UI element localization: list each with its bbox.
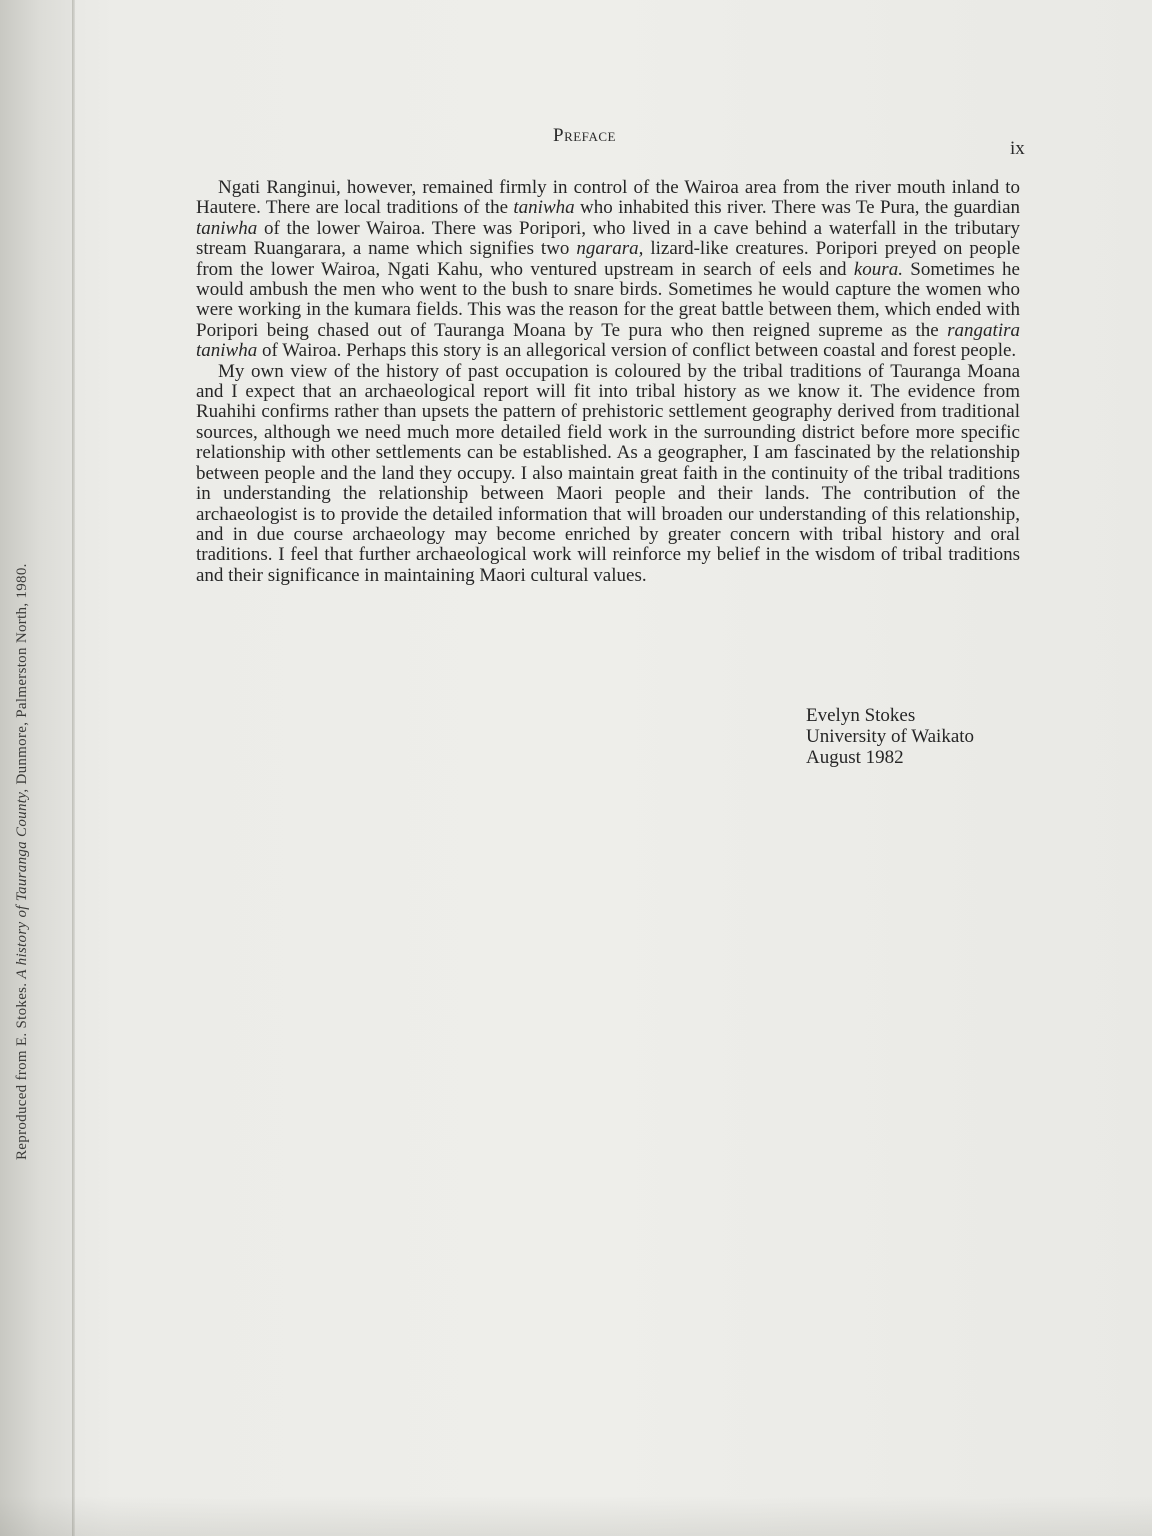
text-segment: of Wairoa. Perhaps this story is an allegorical version of conflict between coastal and forest people. <box>257 340 1017 362</box>
reproduction-note <box>14 563 31 1160</box>
reproduction-note-title: A history of Tauranga County, <box>14 788 30 979</box>
text-segment: Sometimes he would ambush the men who went to the bush to snare birds. Sometimes he would capture the women who were working in the kumara fields. This was the reason for the great battle between them, which ended with Poripori being chased out of Tauranga Moana by Te pura who then reigned supreme as the <box>196 258 1020 341</box>
author-affiliation: University of Waikato <box>806 726 975 747</box>
reproduction-note-suffix: Dunmore, Palmerston North, 1980. <box>14 563 30 789</box>
page-number: ix <box>1010 138 1025 159</box>
signature-date: August 1982 <box>806 747 904 768</box>
page-fold <box>72 0 75 1536</box>
paragraph <box>196 362 1020 586</box>
text-segment: of the lower Wairoa. There was Poripori, who lived in a cave behind a waterfall in the tributary stream Ruangarara, a name which signifies two <box>196 217 1020 260</box>
text-segment: My own view of the history of past occupation is coloured by the tribal traditions of Tauranga Moana and I expect that an archaeological report will fit into tribal history as we know it. The evidence from Ruahihi confirms rather than upsets the pattern of prehistoric settlement geography derived from traditional sources, although we need much more detailed field work in the surrounding district before more specific relationship with other settlements can be established. As a geographer, I am fascinated by the relationship between people and the land they occupy. I also maintain great faith in the continuity of the tribal traditions in understanding the relationship between Maori people and their lands. The contribution of the archaeologist is to provide the detailed information that will broaden our understanding of this relationship, and in due course archaeology may become enriched by greater concern with tribal history and oral traditions. I feel that further archaeological work will reinforce my belief in the wisdom of tribal traditions and their significance in maintaining Maori cultural values. <box>196 360 1020 586</box>
text-segment: Ngati Ranginui, however, remained firmly in control of the Wairoa area from the river mouth inland to Hautere. There are local traditions of the <box>196 177 1020 219</box>
preface-body <box>196 178 1020 586</box>
italic-term: taniwha <box>513 197 575 219</box>
author-name: Evelyn Stokes <box>806 705 916 726</box>
page-shadow <box>0 1496 1152 1536</box>
italic-term: koura. <box>853 258 903 280</box>
italic-term: taniwha <box>196 217 258 239</box>
reproduction-note-prefix: Reproduced from E. Stokes. <box>14 978 30 1160</box>
page-title: Preface <box>553 125 616 146</box>
text-segment: lizard-like creatures. Poripori preyed on people from the lower Wairoa, Ngati Kahu, who ventured upstream in search of eels and <box>196 238 1020 280</box>
paragraph <box>196 178 1020 362</box>
italic-term: rangatira taniwha <box>196 319 1020 362</box>
book-spine <box>0 0 72 1536</box>
text-segment: who inhabited this river. There was Te Pura, the guardian <box>574 197 1020 219</box>
italic-term: ngarara, <box>576 238 644 260</box>
signature-block <box>806 705 974 768</box>
